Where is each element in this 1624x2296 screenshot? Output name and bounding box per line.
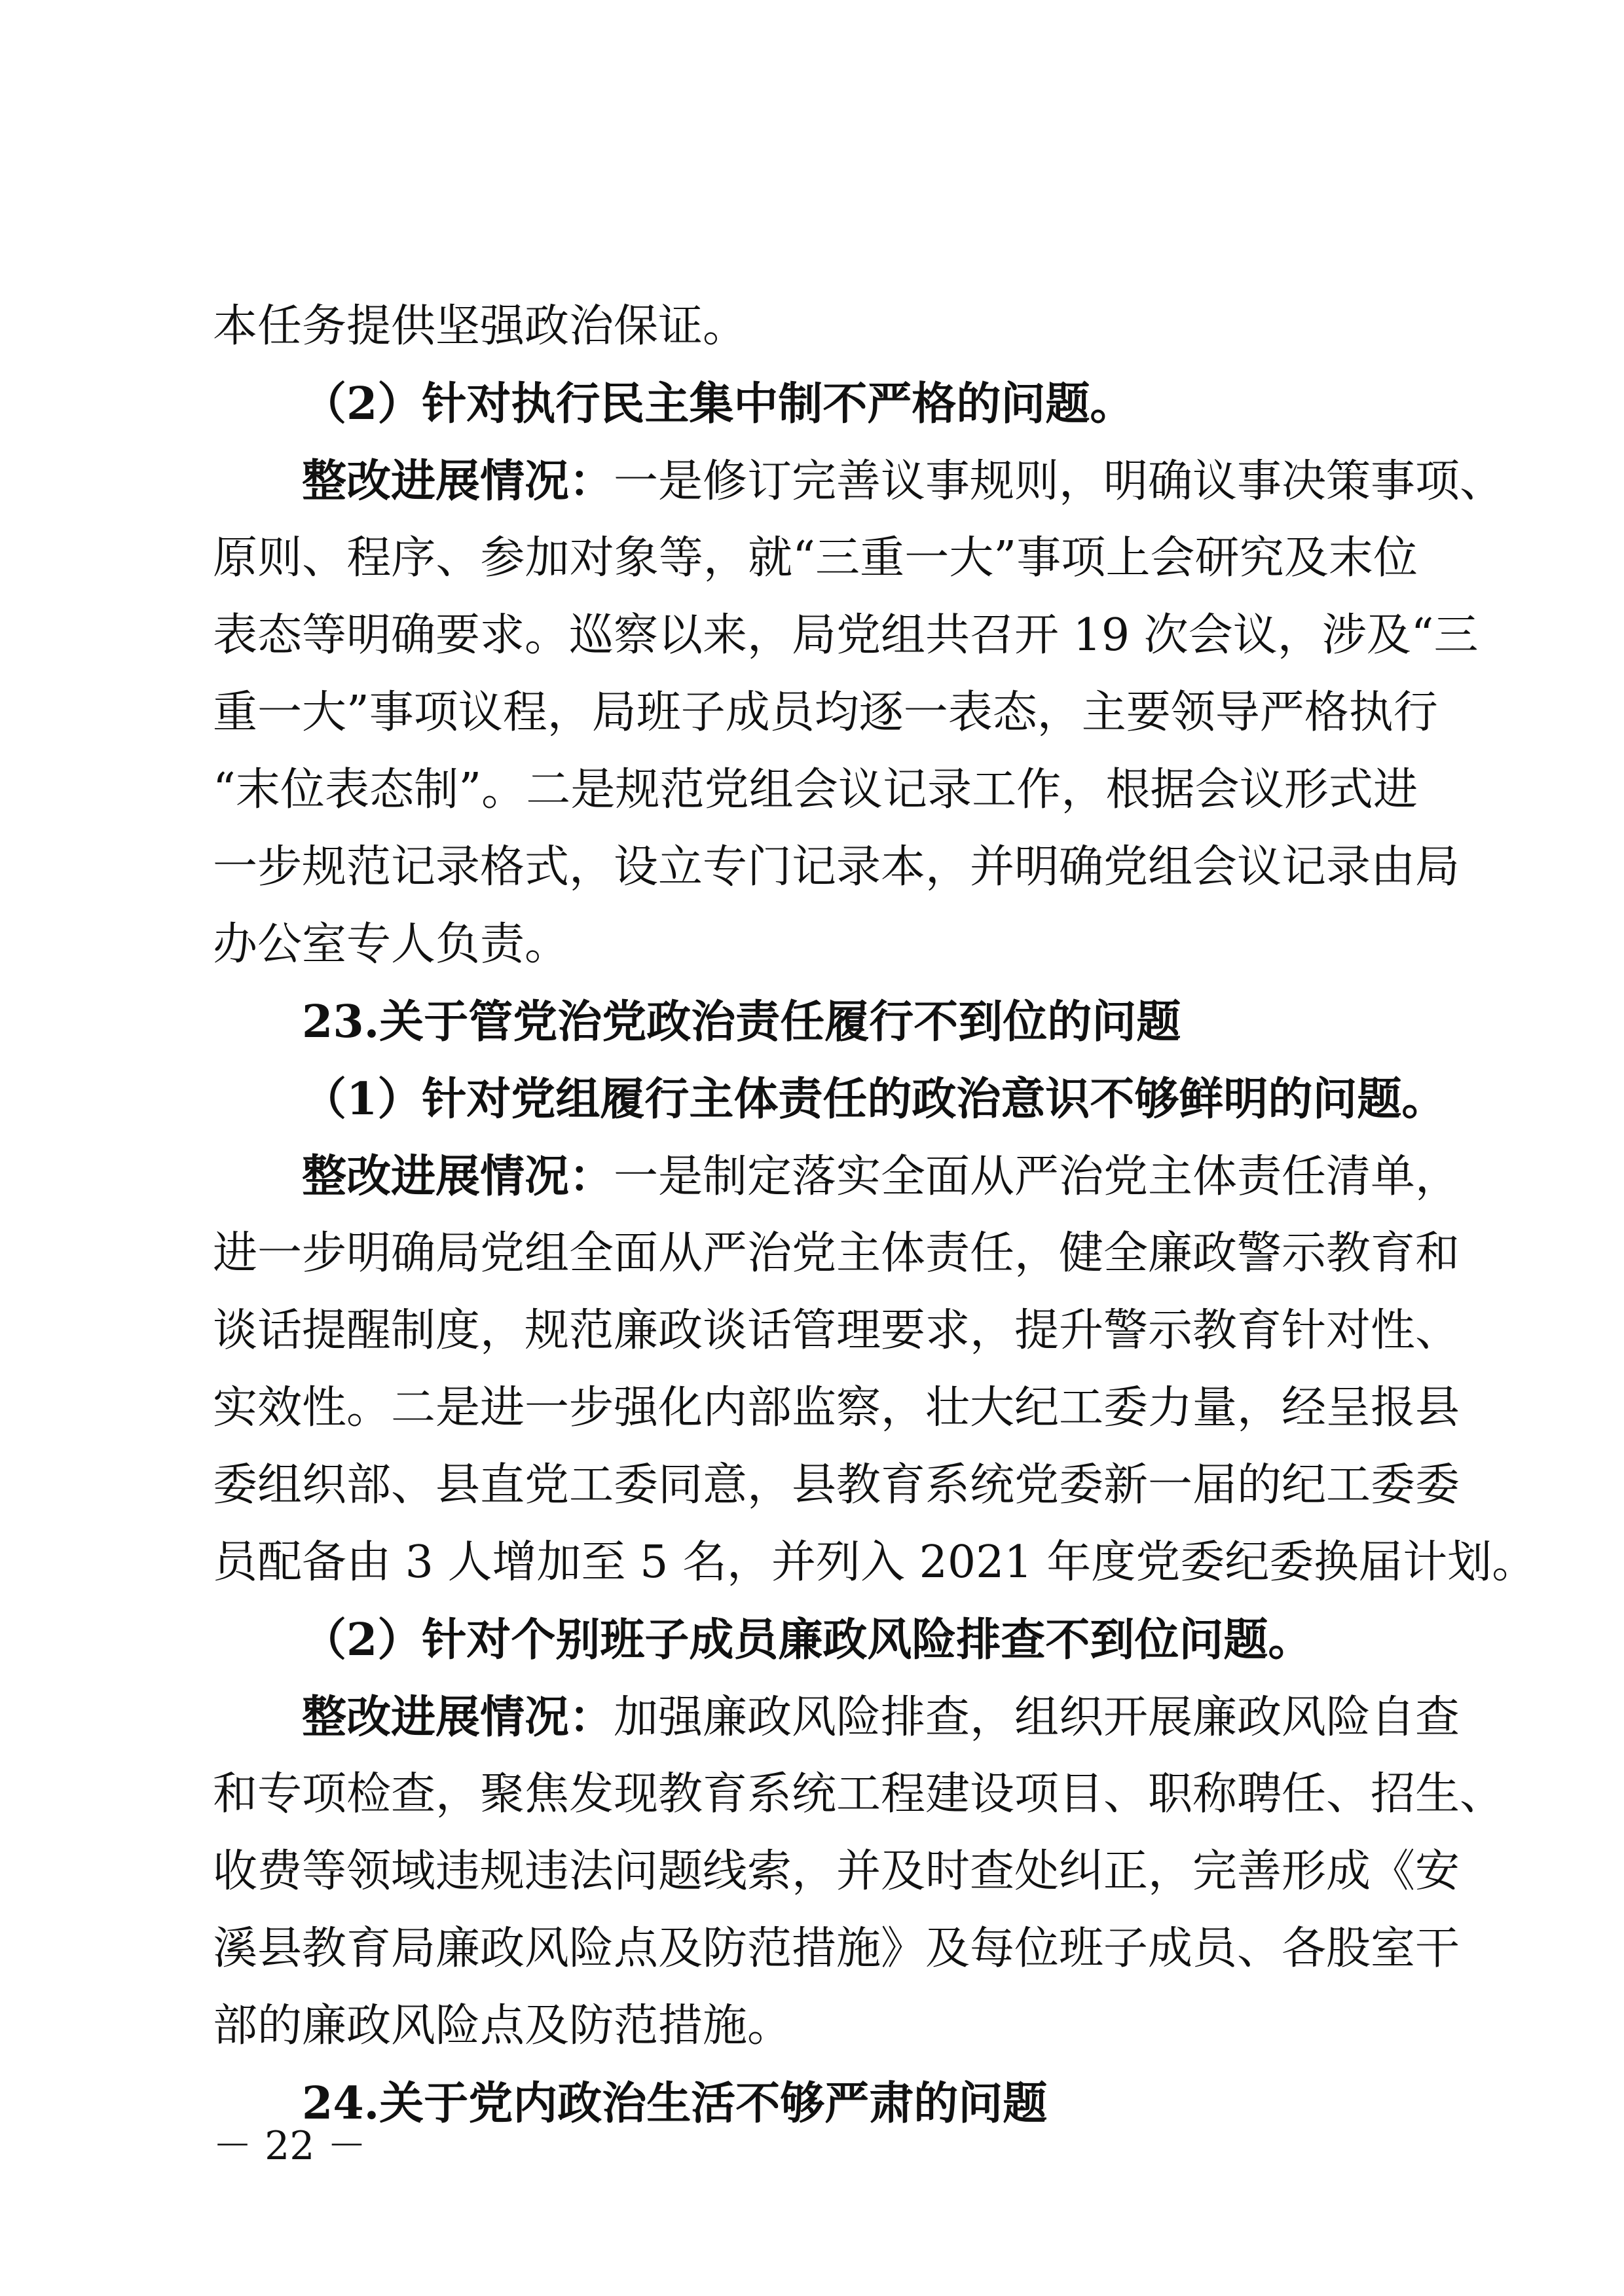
paragraph-line: 重一大”事项议程，局班子成员均逐一表态，主要领导严格执行 xyxy=(213,687,1438,738)
paragraph-line: 实效性。二是进一步强化内部监察，壮大纪工委力量，经呈报县 xyxy=(213,1382,1460,1434)
paragraph-line: 部的廉政风险点及防范措施。 xyxy=(213,2000,792,2052)
section-heading: 24.关于党内政治生活不够严肃的问题 xyxy=(302,2077,1048,2130)
paragraph-line: 委组织部、县直党工委同意，县教育系统党委新一届的纪工委委 xyxy=(213,1459,1460,1511)
progress-label: 整改进展情况： xyxy=(302,455,614,507)
subsection-heading: （2）针对执行民主集中制不严格的问题。 xyxy=(302,378,1135,430)
paragraph-line: 进一步明确局党组全面从严治党主体责任，健全廉政警示教育和 xyxy=(213,1228,1460,1279)
progress-label: 整改进展情况： xyxy=(302,1691,614,1743)
section-heading: 23.关于管党治党政治责任履行不到位的问题 xyxy=(302,996,1181,1048)
paragraph-line: 整改进展情况：一是制定落实全面从严治党主体责任清单， xyxy=(302,1150,1460,1203)
paragraph-line: 一步规范记录格式，设立专门记录本，并明确党组会议记录由局 xyxy=(213,841,1460,893)
paragraph-line: “末位表态制”。二是规范党组会议记录工作，根据会议形式进 xyxy=(213,764,1418,816)
subsection-heading: （1）针对党组履行主体责任的政治意识不够鲜明的问题。 xyxy=(302,1073,1447,1125)
progress-label: 整改进展情况： xyxy=(302,1150,614,1203)
paragraph-line: 谈话提醒制度，规范廉政谈话管理要求，提升警示教育针对性、 xyxy=(213,1305,1460,1357)
paragraph-line: 和专项检查，聚焦发现教育系统工程建设项目、职称聘任、招生、 xyxy=(213,1768,1505,1820)
paragraph-line: 整改进展情况：加强廉政风险排查，组织开展廉政风险自查 xyxy=(302,1691,1460,1743)
paragraph-line: 原则、程序、参加对象等，就“三重一大”事项上会研究及末位 xyxy=(213,532,1418,584)
paragraph-line: 办公室专人负责。 xyxy=(213,919,570,970)
paragraph-line: 本任务提供坚强政治保证。 xyxy=(213,301,748,352)
paragraph-line: 表态等明确要求。巡察以来，局党组共召开 19 次会议，涉及“三 xyxy=(213,610,1479,661)
paragraph-line: 收费等领域违规违法问题线索，并及时查处纠正，完善形成《安 xyxy=(213,1846,1460,1897)
paragraph-line: 员配备由 3 人增加至 5 名，并列入 2021 年度党委纪委换届计划。 xyxy=(213,1537,1537,1588)
subsection-heading: （2）针对个别班子成员廉政风险排查不到位问题。 xyxy=(302,1614,1313,1666)
page-number: － 22 － xyxy=(213,2123,367,2169)
paragraph-line: 整改进展情况：一是修订完善议事规则，明确议事决策事项、 xyxy=(302,455,1505,507)
paragraph-line: 溪县教育局廉政风险点及防范措施》及每位班子成员、各股室干 xyxy=(213,1923,1460,1975)
document-body xyxy=(213,288,1537,2142)
